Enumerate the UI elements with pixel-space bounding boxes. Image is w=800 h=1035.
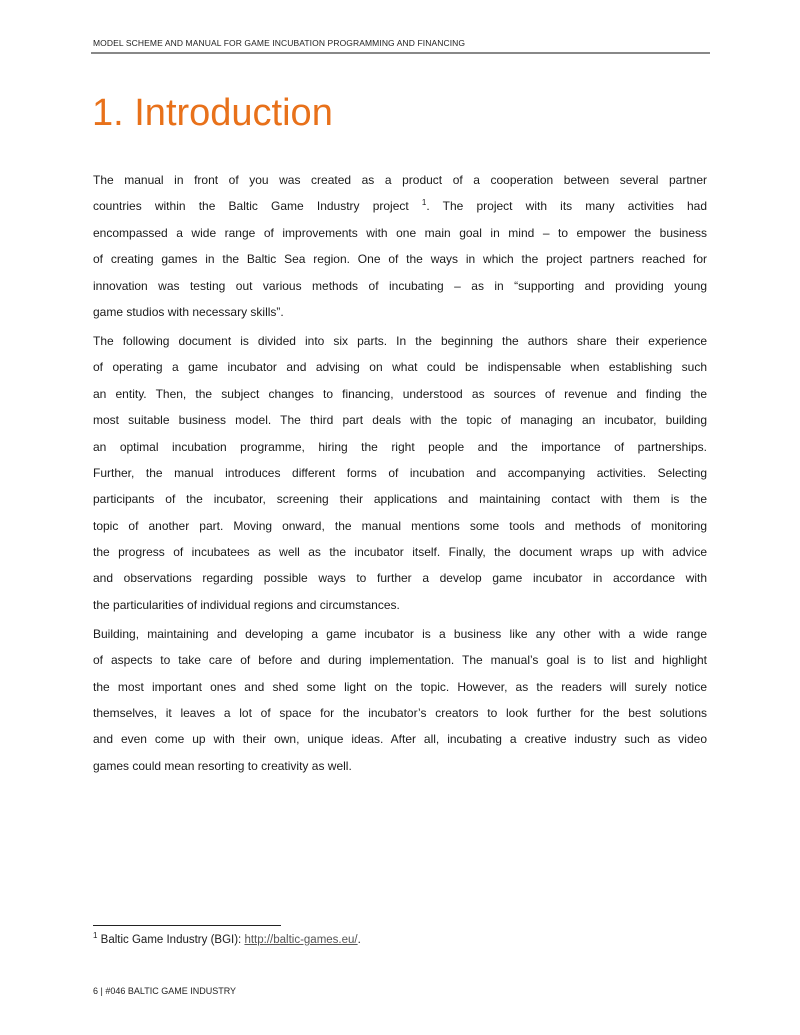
footnote-reference[interactable]: 1 [421, 198, 427, 208]
text-line: games could mean resorting to creativity as well. [93, 758, 352, 773]
text-line: of aspects to take care of before and during implementation. The manual’s goal is to list and highlight [93, 653, 707, 668]
footnote-divider [93, 925, 281, 926]
footnote-number: 1 [93, 931, 98, 941]
text-segment: . The project with its many activities had [426, 199, 708, 214]
text-line: innovation was testing out various methods of incubating – as in “supporting and providing young [93, 278, 707, 293]
text-line: themselves, it leaves a lot of space for the incubator’s creators to look further for the best solutions [93, 706, 707, 720]
text-line: most suitable business model. The third part deals with the topic of managing an incubator, building [93, 413, 707, 428]
text-line: the particularities of individual regions and circumstances. [93, 597, 400, 612]
text-line: an optimal incubation programme, hiring the right people and the importance of partnerships. [93, 439, 707, 454]
text-segment: countries within the Baltic Game Industry project [93, 199, 409, 214]
text-line: an entity. Then, the subject changes to financing, understood as sources of revenue and finding the [93, 386, 707, 401]
text-line: the progress of incubatees as well as the incubator itself. Finally, the document wraps up with advice [93, 545, 707, 560]
text-line [93, 196, 707, 222]
text-line: Further, the manual introduces different forms of incubation and accompanying activities. Selecting [93, 465, 707, 480]
text-line: of operating a game incubator and advising on what could be indispensable when establishing such [93, 360, 707, 375]
body-text [93, 170, 707, 785]
page-title: 1. Introduction [92, 92, 333, 134]
text-line: the most important ones and shed some light on the topic. However, as the readers will surely notice [93, 679, 707, 694]
paragraph-3 [93, 624, 707, 782]
header-divider [91, 52, 710, 54]
text-line: game studios with necessary skills”. [93, 304, 284, 319]
footnote [93, 931, 361, 946]
footnote-text: Baltic Game Industry (BGI): [100, 934, 245, 946]
text-line: participants of the incubator, screening their applications and maintaining contact with them is the [93, 492, 707, 507]
running-header: MODEL SCHEME AND MANUAL FOR GAME INCUBATION PROGRAMMING AND FINANCING [93, 38, 466, 48]
paragraph-1 [93, 170, 707, 328]
text-line: and even come up with their own, unique ideas. After all, incubating a creative industry such as video [93, 732, 707, 747]
text-line: topic of another part. Moving onward, the manual mentions some tools and methods of monitoring [93, 518, 707, 533]
footnote-trail: . [357, 934, 361, 946]
text-line: Building, maintaining and developing a game incubator is a business like any other with a wide range [93, 626, 707, 641]
text-line: of creating games in the Baltic Sea region. One of the ways in which the project partners reached for [93, 252, 707, 267]
text-line: and observations regarding possible ways to further a develop game incubator in accordance with [93, 571, 707, 586]
footnote-link[interactable]: http://baltic-games.eu/ [244, 934, 358, 946]
text-line: The manual in front of you was created as a product of a cooperation between several partner [93, 173, 707, 187]
paragraph-2 [93, 331, 707, 621]
page-footer: 6 | #046 BALTIC GAME INDUSTRY [93, 986, 237, 996]
text-line: encompassed a wide range of improvements with one main goal in mind – to empower the business [93, 225, 707, 240]
text-line: The following document is divided into six parts. In the beginning the authors share their experience [93, 333, 707, 348]
